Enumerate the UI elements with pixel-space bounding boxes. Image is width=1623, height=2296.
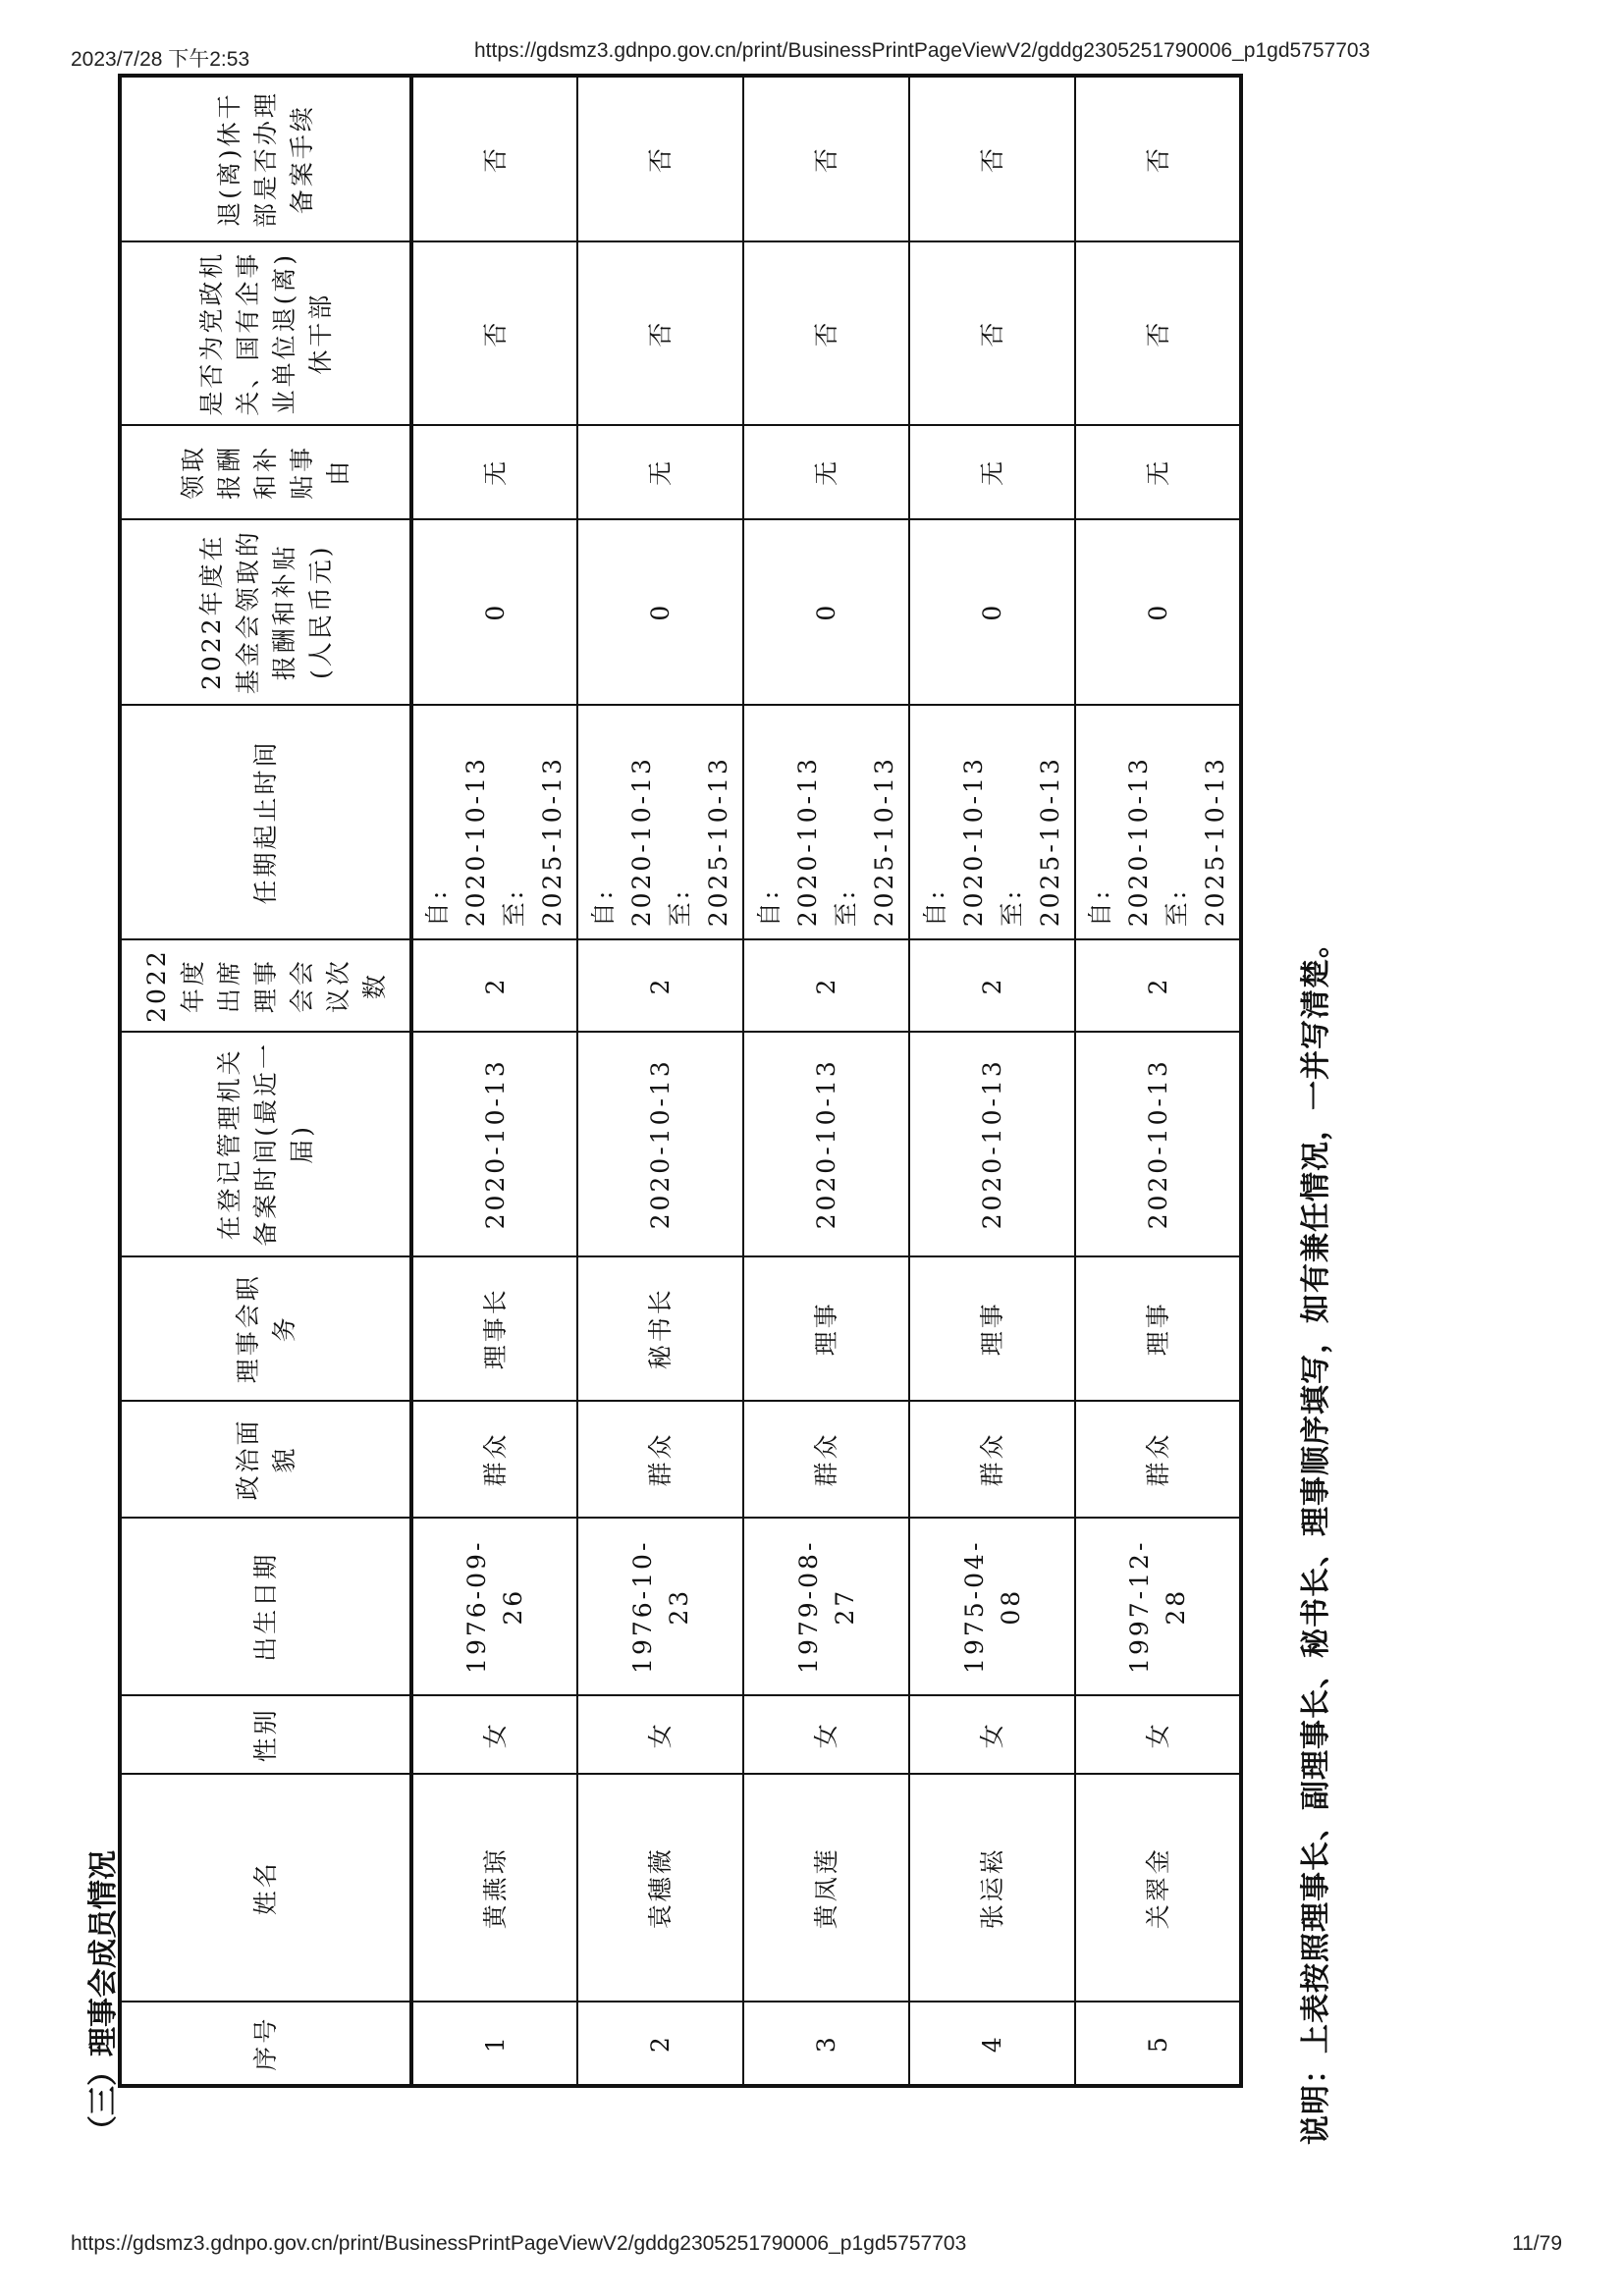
column-header: 退(离)休干部是否办理备案手续 (120, 76, 411, 241)
cell-no: 5 (1075, 2002, 1241, 2086)
table-header-row (120, 76, 411, 2086)
term-term-to: 2025-10-13 (1035, 756, 1064, 928)
term-term-from: 2020-10-13 (1124, 756, 1153, 928)
column-header: 理事会职务 (120, 1256, 411, 1401)
column-header: 姓名 (120, 1774, 411, 2002)
cell-pay-reason: 无 (411, 425, 577, 519)
term-term-from: 2020-10-13 (958, 756, 988, 928)
term-term-to: 2025-10-13 (869, 756, 898, 928)
cell-position: 理事长 (411, 1256, 577, 1401)
cell-pay: 0 (411, 519, 577, 705)
column-header: 性别 (120, 1695, 411, 1774)
term-term-to-label: 至: (1163, 887, 1191, 928)
cell-filed: 2020-10-13 (909, 1032, 1075, 1256)
cell-birth: 1976-10-23 (577, 1518, 743, 1695)
cell-meetings: 2 (577, 939, 743, 1032)
cell-retired: 否 (1075, 241, 1241, 425)
cell-filed: 2020-10-13 (577, 1032, 743, 1256)
cell-no: 1 (411, 2002, 577, 2086)
term-term-from: 2020-10-13 (792, 756, 822, 928)
cell-birth: 1997-12-28 (1075, 1518, 1241, 1695)
cell-position: 秘书长 (577, 1256, 743, 1401)
term-term-to: 2025-10-13 (1201, 756, 1229, 928)
cell-filed-retired: 否 (411, 76, 577, 241)
cell-filed: 2020-10-13 (743, 1032, 909, 1256)
term-term-from-label: 自: (1086, 887, 1114, 928)
column-header: 政治面貌 (120, 1401, 411, 1518)
term-cell (411, 705, 577, 940)
cell-pay: 0 (1075, 519, 1241, 705)
cell-pay-reason: 无 (909, 425, 1075, 519)
term-cell (743, 705, 909, 940)
term-term-to-label: 至: (500, 887, 528, 928)
term-cell (577, 705, 743, 940)
term-term-from: 2020-10-13 (626, 756, 656, 928)
cell-no: 2 (577, 2002, 743, 2086)
rotated-page-content (74, 74, 1350, 2145)
section-title: （三）理事会成员情况 (86, 1850, 121, 2145)
cell-retired: 否 (411, 241, 577, 425)
cell-birth: 1976-09-26 (411, 1518, 577, 1695)
page-url-footer: https://gdsmz3.gdnpo.gov.cn/print/BusinessPrintPageViewV2/gddg2305251790006_p1gd5757703 (71, 2232, 967, 2255)
page-number: 11/79 (1512, 2232, 1562, 2255)
print-date: 2023/7/28 下午2:53 (71, 48, 250, 71)
column-header: 任期起止时间 (120, 705, 411, 940)
table-row (577, 76, 743, 2086)
cell-gender: 女 (411, 1695, 577, 1774)
cell-position: 理事 (1075, 1256, 1241, 1401)
cell-meetings: 2 (743, 939, 909, 1032)
cell-political: 群众 (743, 1401, 909, 1518)
column-header: 在登记管理机关备案时间(最近一届) (120, 1032, 411, 1256)
cell-filed: 2020-10-13 (411, 1032, 577, 1256)
cell-no: 3 (743, 2002, 909, 2086)
term-term-from-label: 自: (423, 887, 452, 928)
cell-retired: 否 (909, 241, 1075, 425)
term-term-from: 2020-10-13 (461, 756, 490, 928)
cell-retired: 否 (577, 241, 743, 425)
page-url-header: https://gdsmz3.gdnpo.gov.cn/print/BusinessPrintPageViewV2/gddg2305251790006_p1gd5757703 (474, 39, 1371, 62)
column-header: 是否为党政机关、国有企事业单位退(离)休干部 (120, 241, 411, 425)
cell-gender: 女 (909, 1695, 1075, 1774)
board-members-table (118, 74, 1243, 2088)
column-header: 2022年度在基金会领取的报酬和补贴(人民币元) (120, 519, 411, 705)
cell-filed-retired: 否 (1075, 76, 1241, 241)
cell-filed: 2020-10-13 (1075, 1032, 1241, 1256)
cell-pay: 0 (743, 519, 909, 705)
cell-political: 群众 (1075, 1401, 1241, 1518)
cell-position: 理事 (909, 1256, 1075, 1401)
term-term-from-label: 自: (588, 887, 618, 928)
term-term-to: 2025-10-13 (538, 756, 567, 928)
cell-political: 群众 (577, 1401, 743, 1518)
term-term-to-label: 至: (665, 887, 694, 928)
cell-meetings: 2 (909, 939, 1075, 1032)
cell-filed-retired: 否 (743, 76, 909, 241)
cell-political: 群众 (909, 1401, 1075, 1518)
table-row (909, 76, 1075, 2086)
cell-retired: 否 (743, 241, 909, 425)
cell-name: 黄燕琼 (411, 1774, 577, 2002)
cell-meetings: 2 (1075, 939, 1241, 1032)
cell-gender: 女 (1075, 1695, 1241, 1774)
cell-position: 理事 (743, 1256, 909, 1401)
term-term-to: 2025-10-13 (703, 756, 732, 928)
cell-gender: 女 (743, 1695, 909, 1774)
cell-name: 袁穗薇 (577, 1774, 743, 2002)
cell-meetings: 2 (411, 939, 577, 1032)
cell-name: 张运崧 (909, 1774, 1075, 2002)
cell-no: 4 (909, 2002, 1075, 2086)
column-header: 2022年度出席理事会会议次数 (120, 939, 411, 1032)
cell-filed-retired: 否 (577, 76, 743, 241)
table-row (411, 76, 577, 2086)
term-term-from-label: 自: (754, 887, 784, 928)
cell-name: 关翠金 (1075, 1774, 1241, 2002)
term-term-to-label: 至: (831, 887, 860, 928)
column-header: 出生日期 (120, 1518, 411, 1695)
column-header: 序号 (120, 2002, 411, 2086)
table-row (1075, 76, 1241, 2086)
cell-filed-retired: 否 (909, 76, 1075, 241)
cell-birth: 1975-04-08 (909, 1518, 1075, 1695)
cell-birth: 1979-08-27 (743, 1518, 909, 1695)
term-cell (1075, 705, 1241, 940)
table-row (743, 76, 909, 2086)
term-term-from-label: 自: (920, 887, 949, 928)
cell-name: 黄凤莲 (743, 1774, 909, 2002)
cell-pay-reason: 无 (577, 425, 743, 519)
cell-pay-reason: 无 (1075, 425, 1241, 519)
table-note: 说明：上表按照理事长、副理事长、秘书长、理事顺序填写，如有兼任情况，一并写清楚。 (1299, 928, 1333, 2145)
cell-gender: 女 (577, 1695, 743, 1774)
cell-pay: 0 (909, 519, 1075, 705)
table-body (411, 76, 1241, 2086)
cell-pay: 0 (577, 519, 743, 705)
term-cell (909, 705, 1075, 940)
cell-pay-reason: 无 (743, 425, 909, 519)
column-header: 领取报酬和补贴事由 (120, 425, 411, 519)
cell-political: 群众 (411, 1401, 577, 1518)
term-term-to-label: 至: (997, 887, 1026, 928)
